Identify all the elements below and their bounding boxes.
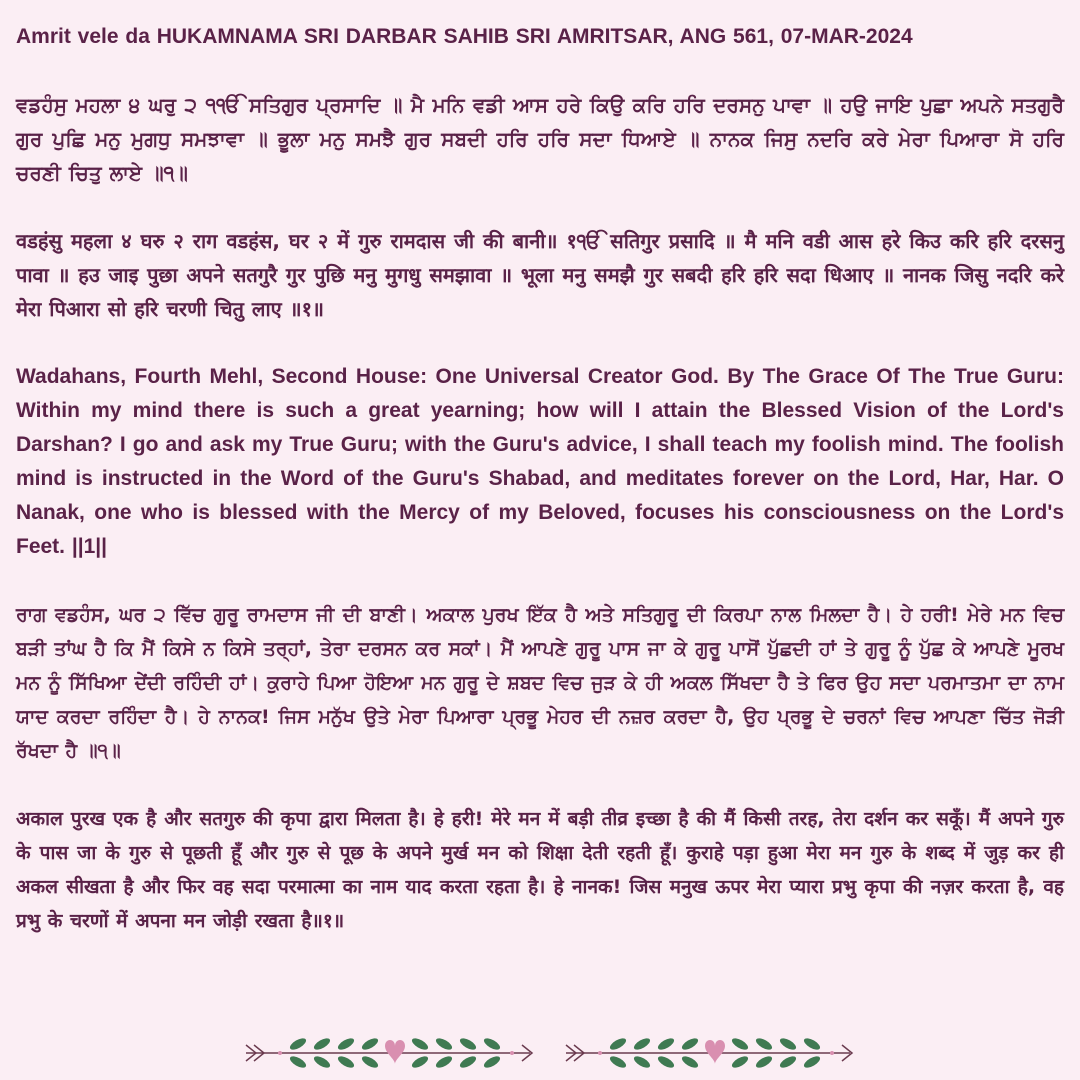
english-translation: Wadahans, Fourth Mehl, Second House: One Universal Creator God. By The Grace Of The True Guru: Within my mind there is such a great yearning; how will I attain the Blessed Vision of the Lord's Darshan? I go and ask my True Guru; with the Guru's advice, I shall teach my foolish mind. The foolish mind is instructed in the Word of the Guru's Shabad, and meditates forever on the Lord, Har, Har. O Nanak, one who is blessed with the Mercy of my Beloved, focuses his consciousness on the Lord's Feet. ||1|| [16,365,1064,558]
punjabi-explanation: ਰਾਗ ਵਡਹੰਸ, ਘਰ ੨ ਵਿੱਚ ਗੁਰੂ ਰਾਮਦਾਸ ਜੀ ਦੀ ਬਾਣੀ। ਅਕਾਲ ਪੁਰਖ ਇੱਕ ਹੈ ਅਤੇ ਸਤਿਗੁਰੂ ਦੀ ਕਿਰਪਾ ਨਾਲ ਮਿਲਦਾ ਹੈ। ਹੇ ਹਰੀ! ਮੇਰੇ ਮਨ ਵਿਚ ਬੜੀ ਤਾਂਘ ਹੈ ਕਿ ਮੈਂ ਕਿਸੇ ਨ ਕਿਸੇ ਤਰ੍ਹਾਂ, ਤੇਰਾ ਦਰਸਨ ਕਰ ਸਕਾਂ। ਮੈਂ ਆਪਣੇ ਗੁਰੂ ਪਾਸ ਜਾ ਕੇ ਗੁਰੂ ਪਾਸੋਂ ਪੁੱਛਦੀ ਹਾਂ ਤੇ ਗੁਰੂ ਨੂੰ ਪੁੱਛ ਕੇ ਆਪਣੇ ਮੂਰਖ ਮਨ ਨੂੰ ਸਿੱਖਿਆ ਦੇਂਦੀ ਰਹਿੰਦੀ ਹਾਂ। ਕੁਰਾਹੇ ਪਿਆ ਹੋਇਆ ਮਨ ਗੁਰੂ ਦੇ ਸ਼ਬਦ ਵਿਚ ਜੁੜ ਕੇ ਹੀ ਅਕਲ ਸਿੱਖਦਾ ਹੈ ਤੇ ਫਿਰ ਉਹ ਸਦਾ ਪਰਮਾਤਮਾ ਦਾ ਨਾਮ ਯਾਦ ਕਰਦਾ ਰਹਿੰਦਾ ਹੈ। ਹੇ ਨਾਨਕ! ਜਿਸ ਮਨੁੱਖ ਉਤੇ ਮੇਰਾ ਪਿਆਰਾ ਪ੍ਰਭੂ ਮੇਹਰ ਦੀ ਨਜ਼ਰ ਕਰਦਾ ਹੈ, ਉਹ ਪ੍ਰਭੂ ਦੇ ਚਰਨਾਂ ਵਿਚ ਆਪਣਾ ਚਿੱਤ ਜੋੜੀ ਰੱਖਦਾ ਹੈ ॥੧॥ [16,604,1064,762]
gurbani-devanagari-text: वडहंसु महला ४ घरु २ राग वडहंस, घर २ में गुरु रामदास जी की बानी॥ १ੴ सतिगुर प्रसादि ॥ मै मनि वडी आस हरे किउ करि हरि दरसनु पावा ॥ हउ जाइ पुछा अपने सतगुरै गुर पुछि मनु मुगधु समझावा ॥ भूला मनु समझै गुर सबदी हरि हरि सदा धिआए ॥ नानक जिसु नदरि करे मेरा पिआरा सो हरि चरणी चितु लाए ॥१॥ [16,229,1064,321]
heart-icon [385,1040,405,1064]
left-vine-icon [246,1036,532,1070]
heart-icon [705,1040,725,1064]
right-vine-icon [566,1036,852,1070]
hindi-explanation: अकाल पुरख एक है और सतगुरु की कृपा द्वारा मिलता है। हे हरी! मेरे मन में बड़ी तीव्र इच्छा है की मैं किसी तरह, तेरा दर्शन कर सकूँ। मैं अपने गुरु के पास जा के गुरु से पूछती हूँ और गुरु से पूछ के अपने मुर्ख मन को शिक्षा देती रहती हूँ। कुराहे पड़ा हुआ मेरा मन गुरु के शब्द में जुड़ कर ही अकल सीखता है और फिर वह सदा परमात्मा का नाम याद करता रहता है। हे नानक! जिस मनुख ऊपर मेरा प्यारा प्रभु कृपा की नज़र करता है, वह प्रभु के चरणों में अपना मन जोड़ी रखता है॥१॥ [16,808,1064,932]
page-title: Amrit vele da HUKAMNAMA SRI DARBAR SAHIB SRI AMRITSAR, ANG 561, 07-MAR-2024 [16,25,913,48]
hukamnama-document [16,20,1064,938]
gurbani-gurmukhi-text: ਵਡਹੰਸੁ ਮਹਲਾ ੪ ਘਰੁ ੨ ੧ੴ ਸਤਿਗੁਰ ਪ੍ਰਸਾਦਿ ॥ ਮੈ ਮਨਿ ਵਡੀ ਆਸ ਹਰੇ ਕਿਉ ਕਰਿ ਹਰਿ ਦਰਸਨੁ ਪਾਵਾ ॥ ਹਉ ਜਾਇ ਪੁਛਾ ਅਪਨੇ ਸਤਗੁਰੈ ਗੁਰ ਪੁਛਿ ਮਨੁ ਮੁਗਧੁ ਸਮਝਾਵਾ ॥ ਭੂਲਾ ਮਨੁ ਸਮਝੈ ਗੁਰ ਸਬਦੀ ਹਰਿ ਹਰਿ ਸਦਾ ਧਿਆਏ ॥ ਨਾਨਕ ਜਿਸੁ ਨਦਰਿ ਕਰੇ ਮੇਰਾ ਪਿਆਰਾ ਸੋ ਹਰਿ ਚਰਣੀ ਚਿਤੁ ਲਾਏ ॥੧॥ [16,93,1064,185]
floral-divider-icon [240,1032,860,1074]
